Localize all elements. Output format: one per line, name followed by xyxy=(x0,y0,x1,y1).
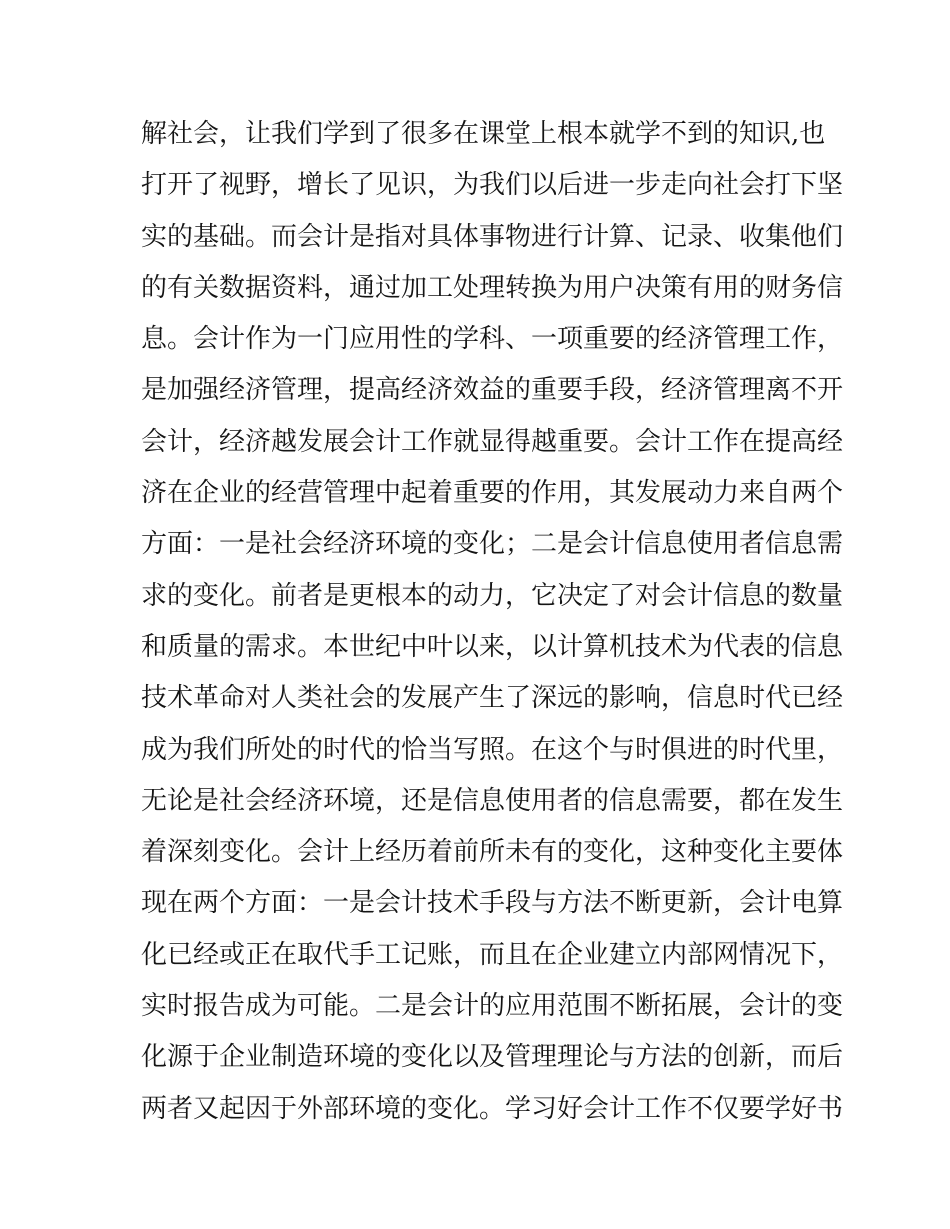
body-paragraph xyxy=(141,109,844,1135)
text-line: 实的基础。而会计是指对具体事物进行计算、记录、收集他们 xyxy=(141,221,844,252)
text-line: 和质量的需求。本世纪中叶以来，以计算机技术为代表的信息 xyxy=(141,631,844,662)
text-line: 化源于企业制造环境的变化以及管理理论与方法的创新，而后 xyxy=(141,1042,844,1073)
text-line: 济在企业的经营管理中起着重要的作用，其发展动力来自两个 xyxy=(141,478,844,509)
text-line: 解社会，让我们学到了很多在课堂上根本就学不到的知识,也 xyxy=(141,119,826,149)
text-line: 技术革命对人类社会的发展产生了深远的影响，信息时代已经 xyxy=(141,683,844,714)
text-line: 求的变化。前者是更根本的动力，它决定了对会计信息的数量 xyxy=(141,580,844,611)
text-line: 着深刻变化。会计上经历着前所未有的变化，这种变化主要体 xyxy=(141,837,844,868)
text-line: 的有关数据资料，通过加工处理转换为用户决策有用的财务信 xyxy=(141,272,844,303)
text-line: 现在两个方面：一是会计技术手段与方法不断更新，会计电算 xyxy=(141,888,844,919)
text-line: 两者又起因于外部环境的变化。学习好会计工作不仅要学好书 xyxy=(141,1093,844,1124)
text-line: 化已经或正在取代手工记账，而且在企业建立内部网情况下， xyxy=(141,939,844,970)
text-line: 打开了视野，增长了见识，为我们以后进一步走向社会打下坚 xyxy=(141,170,844,201)
text-line: 无论是社会经济环境，还是信息使用者的信息需要，都在发生 xyxy=(141,785,844,816)
text-line: 是加强经济管理，提高经济效益的重要手段，经济管理离不开 xyxy=(141,375,844,406)
text-line: 实时报告成为可能。二是会计的应用范围不断拓展，会计的变 xyxy=(141,991,844,1022)
text-line: 息。会计作为一门应用性的学科、一项重要的经济管理工作， xyxy=(141,324,844,355)
text-line: 会计，经济越发展会计工作就显得越重要。会计工作在提高经 xyxy=(141,426,844,457)
text-line: 成为我们所处的时代的恰当写照。在这个与时俱进的时代里， xyxy=(141,734,844,765)
text-line: 方面：一是社会经济环境的变化；二是会计信息使用者信息需 xyxy=(141,529,844,560)
